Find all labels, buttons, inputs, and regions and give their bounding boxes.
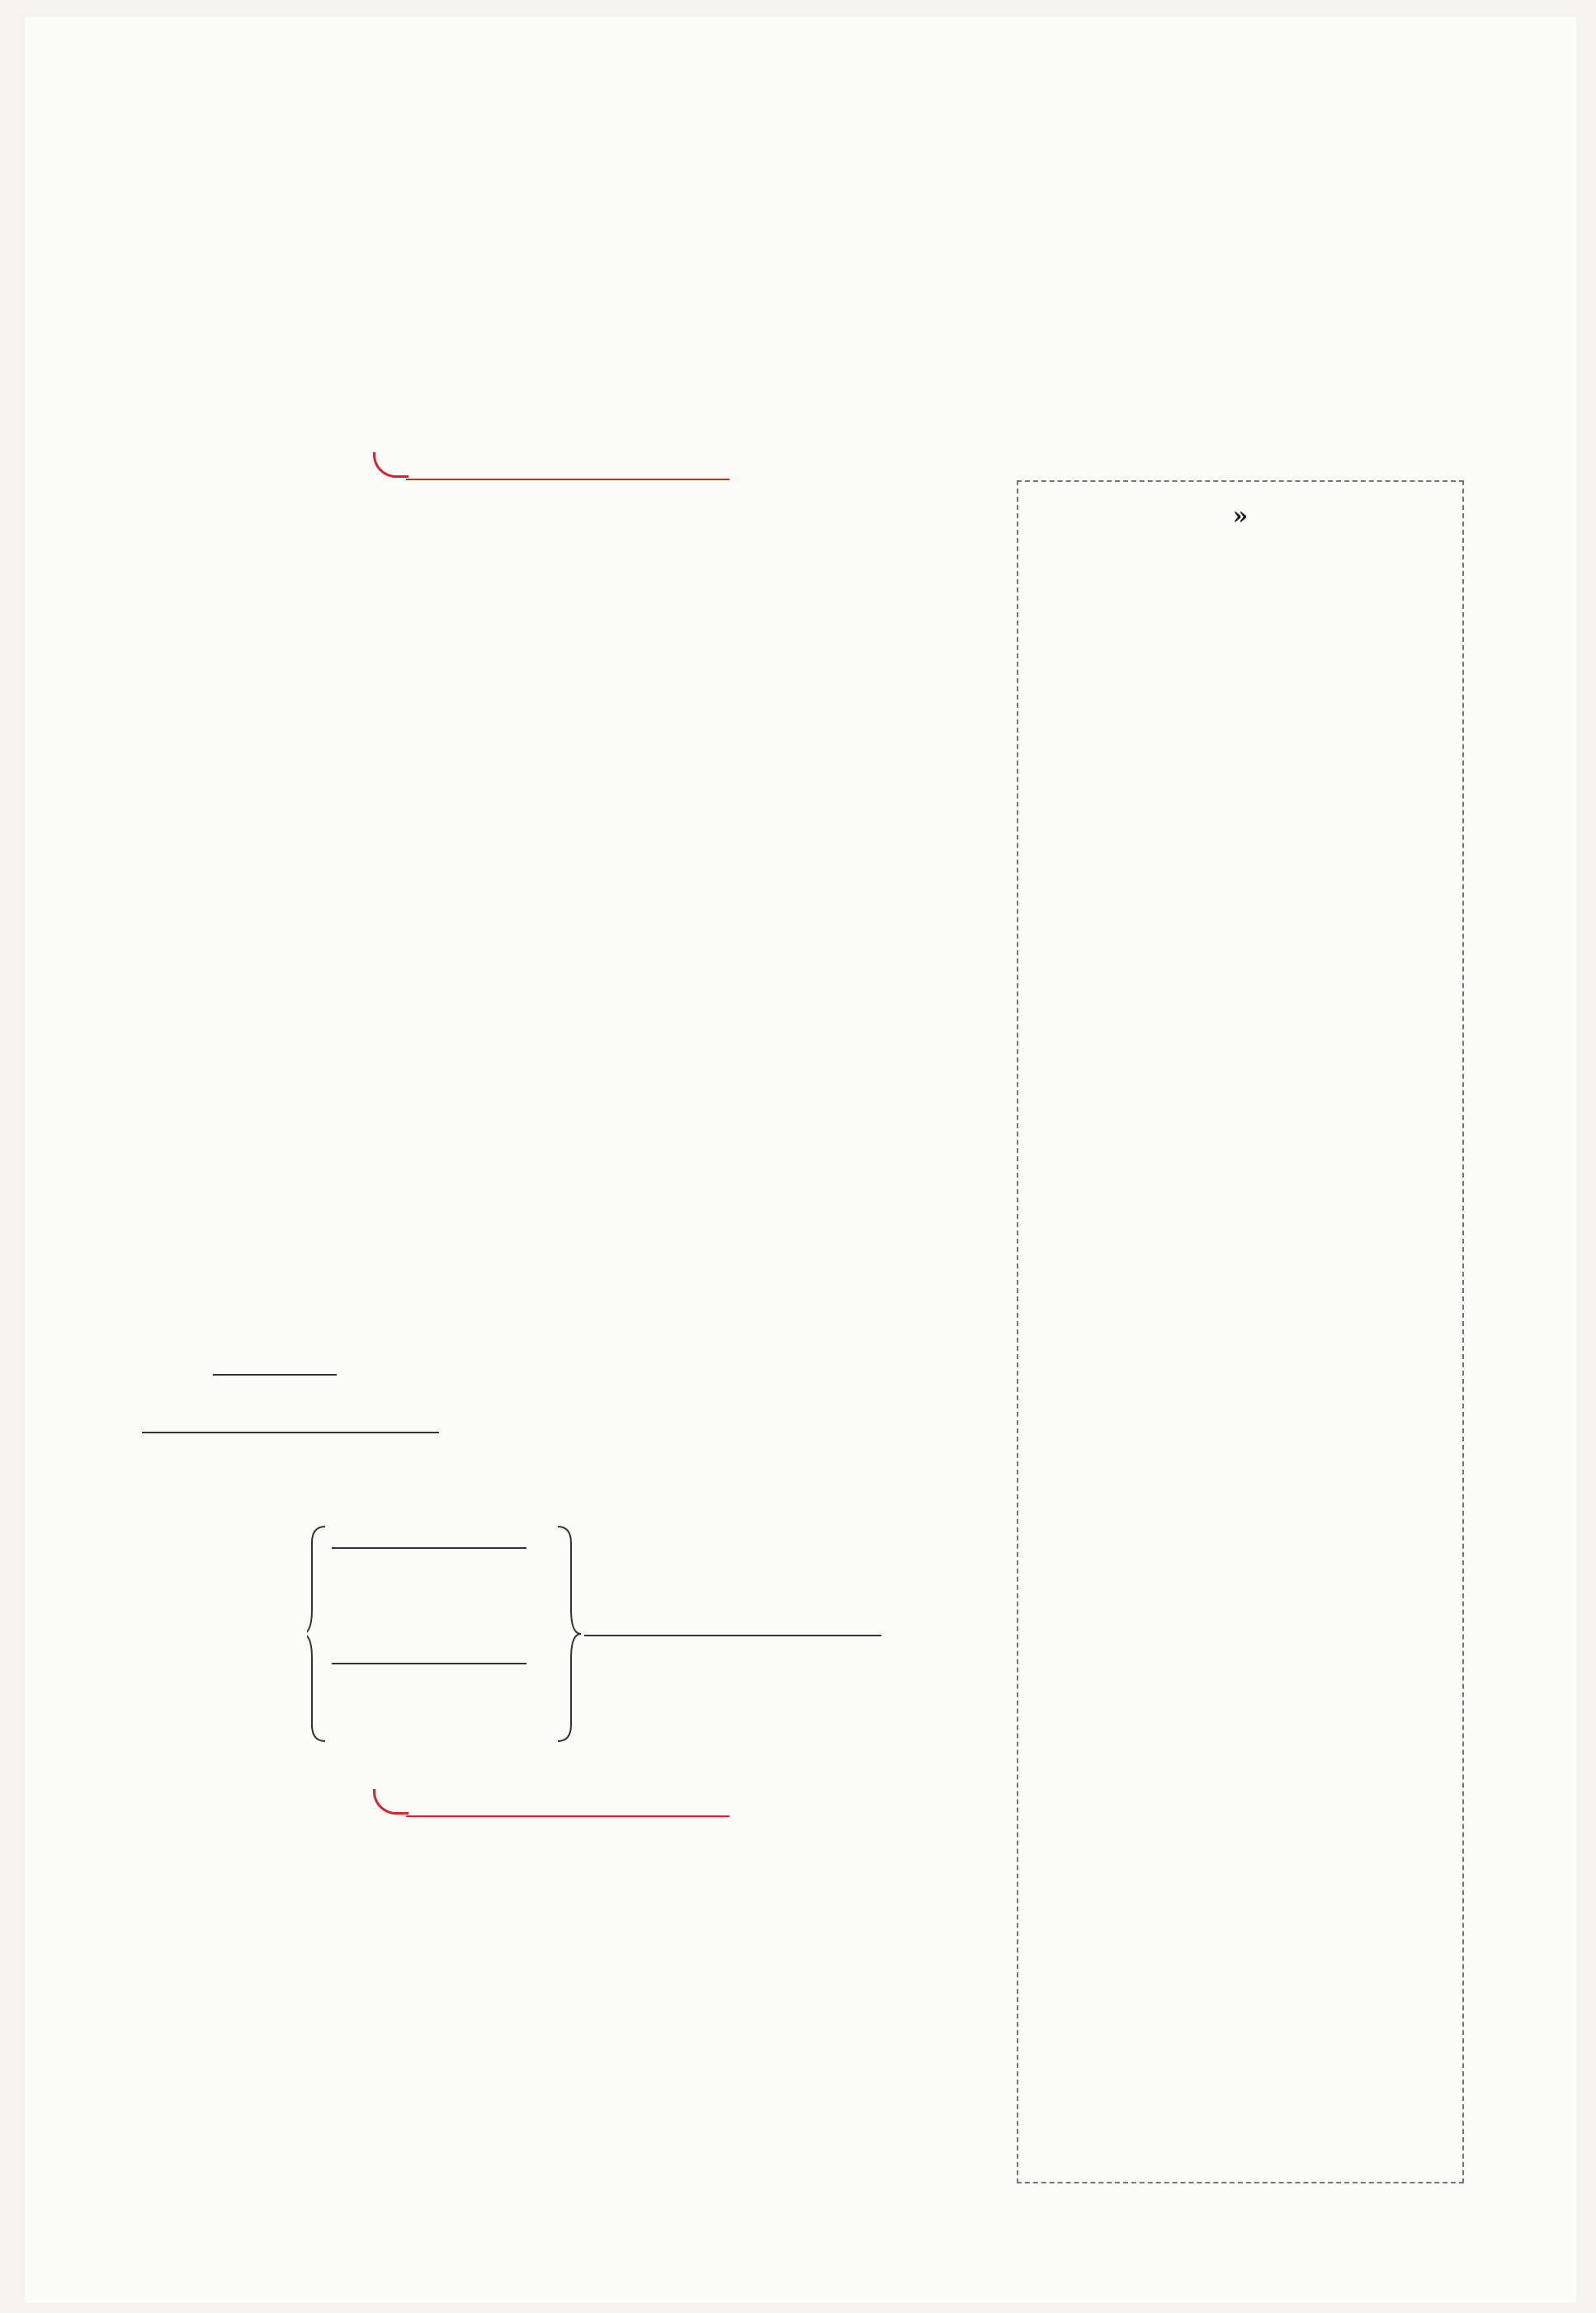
lesson-title [0, 332, 1596, 380]
deep-a1 [142, 1921, 1000, 1974]
deep-a2 [142, 2088, 1000, 2141]
double-chevron-icon: » [1232, 502, 1249, 531]
section-deep-rule [406, 1815, 730, 1817]
q4-branch-1 [325, 1518, 526, 1561]
preview-sidebar [1017, 480, 1464, 2183]
author-blank [213, 1374, 337, 1376]
work1-blank [142, 1432, 290, 1433]
branch1-blank [332, 1547, 526, 1549]
section-new-rule [406, 479, 730, 480]
work2-blank [290, 1432, 439, 1433]
branch3-blank [332, 1663, 526, 1664]
result-blank [584, 1635, 881, 1636]
q4-result [579, 1606, 881, 1649]
q3-line1 [213, 1345, 1005, 1388]
sidebar-header [1018, 498, 1462, 531]
q4-branch-3 [325, 1634, 526, 1677]
q3-line2 [142, 1403, 1008, 1446]
